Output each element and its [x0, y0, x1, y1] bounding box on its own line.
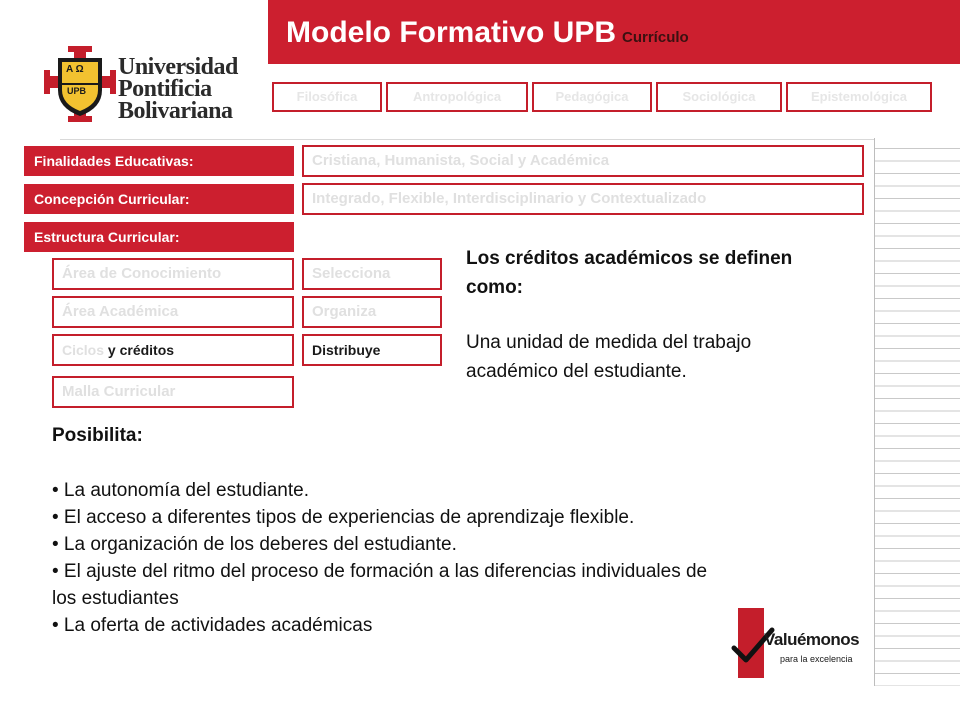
finalidades-value[interactable]: Cristiana, Humanista, Social y Académica — [302, 145, 864, 177]
logo-line-3: Bolivariana — [118, 98, 233, 124]
credits-definition — [466, 244, 846, 386]
estructura-label: Estructura Curricular: — [24, 222, 294, 252]
ruled-paper-strip — [874, 138, 960, 686]
cross-shield-icon — [44, 46, 116, 122]
selecciona-box[interactable]: Selecciona — [302, 258, 442, 290]
shield-bottom-letters: UPB — [67, 86, 87, 96]
posibilita-bullet: • El acceso a diferentes tipos de experiencias de aprendizaje flexible. — [52, 507, 635, 528]
logo-line-2: Pontificia — [118, 76, 212, 102]
shield-top-letters: A Ω — [66, 64, 84, 75]
area-academica-box[interactable]: Área Académica — [52, 296, 294, 328]
posibilita-heading: Posibilita: — [52, 425, 143, 446]
posibilita-bullet: • El ajuste del ritmo del proceso de formación a las diferencias individuales de los estudiantes — [52, 561, 708, 609]
valuemonos-badge — [728, 608, 858, 678]
posibilita-section — [52, 422, 872, 639]
posibilita-bullet: • La autonomía del estudiante. — [52, 480, 310, 501]
credits-answer: Una unidad de medida del trabajo académico del estudiante. — [466, 332, 752, 382]
page-subtitle: Currículo — [622, 29, 689, 46]
distribuye-box[interactable]: Distribuye — [302, 334, 442, 366]
area-conocimiento-box[interactable]: Área de Conocimiento — [52, 258, 294, 290]
logo-line-1: Universidad — [118, 54, 238, 80]
badge-word: Valuémonos — [764, 630, 860, 649]
tab-pedagogica[interactable]: Pedagógica — [532, 82, 652, 112]
tab-filosofica[interactable]: Filosófica — [272, 82, 382, 112]
concepcion-value[interactable]: Integrado, Flexible, Interdisciplinario y Contextualizado — [302, 183, 864, 215]
tab-epistemologica[interactable]: Epistemológica — [786, 82, 932, 112]
malla-curricular-box[interactable]: Malla Curricular — [52, 376, 294, 408]
finalidades-label: Finalidades Educativas: — [24, 146, 294, 176]
ciclos-text: Ciclos — [62, 342, 105, 358]
content-divider — [60, 139, 874, 140]
tab-sociologica[interactable]: Sociológica — [656, 82, 782, 112]
ciclos-box[interactable] — [52, 334, 294, 366]
header-banner — [268, 0, 960, 64]
posibilita-bullet: • La oferta de actividades académicas — [52, 615, 373, 636]
creditos-text: y créditos — [104, 342, 175, 358]
page-title: Modelo Formativo UPB Currículo — [286, 16, 689, 49]
badge-tagline: para la excelencia — [780, 654, 853, 664]
university-logo — [44, 46, 244, 122]
organiza-box[interactable]: Organiza — [302, 296, 442, 328]
tab-antropologica[interactable]: Antropológica — [386, 82, 528, 112]
posibilita-bullet: • La organización de los deberes del estudiante. — [52, 534, 457, 555]
credits-question: Los créditos académicos se definen como: — [466, 248, 793, 298]
concepcion-label: Concepción Curricular: — [24, 184, 294, 214]
